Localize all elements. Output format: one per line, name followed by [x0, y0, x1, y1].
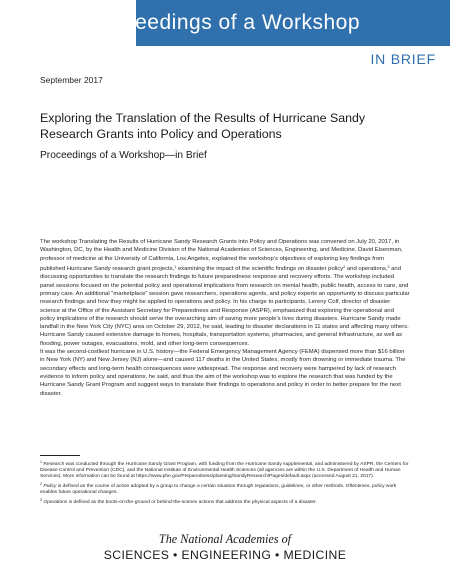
footnote-divider — [40, 455, 80, 456]
footnote — [40, 459, 410, 480]
body-segment: and operations, — [346, 265, 388, 272]
footnote-term: Operations — [43, 500, 68, 506]
footnote-ref[interactable]: 2 — [343, 264, 346, 269]
footnote — [40, 497, 410, 506]
series-subtitle: IN BRIEF — [370, 51, 436, 67]
footnote-mark: 3 — [40, 498, 42, 503]
footnote-mark: 2 — [40, 482, 42, 487]
footnote-text: is defined as the course of action adopted by a group to change a certain situation through regulations, guidelines, or other methods. Oftentimes, policy work enables future operational changes. — [40, 484, 397, 496]
org-logo-line2: SCIENCES • ENGINEERING • MEDICINE — [103, 548, 347, 562]
footnote-text: Research was conducted through the Hurricane Sandy Grant Program, with funding from the Hurricane Sandy supplemental, and administered by ASPR, the Centers for Disease Control and Prevention (CDC), and the National Institute of Environmental Health Sciences (all agencies are within the U.S. Department of Health and Human Services). More information can be found at https://www.phe.gov/Preparedness/planning/SandyResearch/Pages/default.aspx (accessed August 21, 2017). — [40, 462, 409, 480]
body-text — [40, 238, 410, 398]
publication-date: September 2017 — [40, 75, 103, 85]
document-subtitle: Proceedings of a Workshop—in Brief — [40, 150, 207, 161]
header-banner — [0, 0, 450, 82]
body-segment: and discussing opportunities to translate the research findings to future preparedness response and recovery efforts. The workshop included panel sessions focused on the potential policy and operational implications from research on mental health, public health, access to care, and primary care. An additional “marketplace” session gave researchers, operations agents, and policy experts an opportunity to discuss particular research findings and how they might be applied to operations and policy. In his charge to participants, Lereny Colf, director of disaster science at the Office of the Assistant Secretary for Preparedness and Response (ASPR), emphasized that exploring the operational and policy implications of the research should serve the overarching aim of saving more people’s lives during disasters. Hurricane Sandy made landfall in the New York City (NYC) area on October 29, 2012, he said, leading to disaster declarations in 11 states and affecting many others. Hurricane Sandy caused extensive damage to homes, hospitals, transportation systems, pharmacies, and general infrastructure, as well as flooding, power outages, evacuations, mold, and other long-term consequences. — [40, 265, 410, 347]
paragraph: It was the second-costliest hurricane in U.S. history—the Federal Emergency Management Agency (FEMA) dispensed more than $16 billion in New York (NY) and New Jersey (NJ) alone—and caused 117 deaths in the United States, mostly from drowning or immediate trauma. The secondary effects and long-term health consequences were widespread. The response and recovery were hampered by lack of research evidence to inform policy and operations, he said, and thus the aim of the workshop was to explore the research that was funded by the Hurricane Sandy Grant Program and suggest ways to translate their findings to operations and policy in order to better prepare for the next disaster. — [40, 349, 406, 397]
body-segment: The workshop Translating the Results of Hurricane Sandy Research Grants into Policy and Operations was convened on July 20, 2017, in Washington, DC, by the Health and Medicine Division of the National Academies of Sciences, Engineering, and Medicine. David Eisenman, professor of medicine at the University of California, Los Angeles, explained the workshop’s objectives of exploring key findings from published Hurricane Sandy research grant projects, — [40, 239, 403, 272]
footnotes — [40, 459, 410, 507]
org-logo-line1: The National Academies of — [158, 532, 292, 546]
footnote-term: Policy — [43, 484, 57, 490]
footnote-text: is defined as the boots-on-the-ground or behind-the-scenes actions that address the physical aspects of a disaster. — [68, 500, 317, 506]
footnote-mark: 1 — [40, 460, 42, 464]
document-title: Exploring the Translation of the Results of Hurricane Sandy Research Grants into Policy and Operations — [40, 111, 366, 141]
footnote-ref[interactable]: 1 — [174, 264, 177, 269]
footnote — [40, 481, 410, 496]
footnote-ref[interactable]: 3 — [387, 264, 390, 269]
paragraph — [40, 238, 410, 348]
body-segment: examining the impact of the scientific findings on disaster policy — [177, 265, 344, 272]
series-title: Proceedings of a Workshop — [89, 11, 361, 34]
